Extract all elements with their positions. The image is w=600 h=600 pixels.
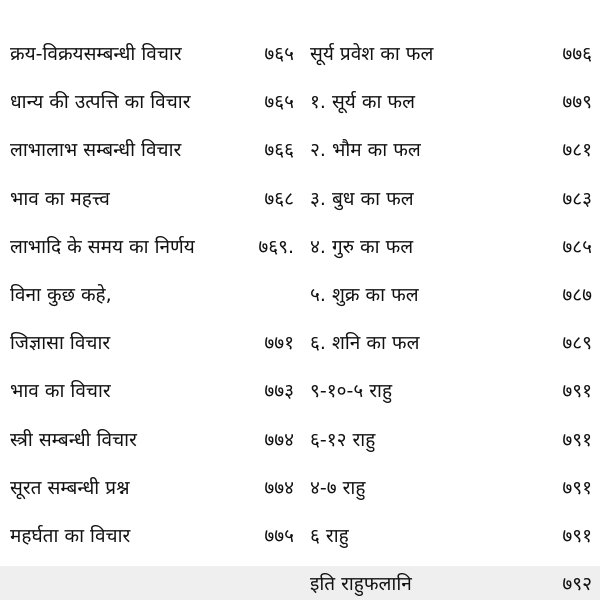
entry-title: धान्य की उत्पत्ति का विचार xyxy=(10,91,191,114)
entry-title: ५. शुक्र का फल xyxy=(310,283,419,306)
list-item xyxy=(10,422,300,470)
page-number: ७९१ xyxy=(562,428,592,451)
list-item xyxy=(10,181,300,229)
list-item xyxy=(10,36,300,84)
entry-title: ६ राहु xyxy=(310,524,349,547)
page-number: ७७३ xyxy=(264,380,294,403)
page-number: ७७४ xyxy=(264,476,294,499)
page-number: ७७१ xyxy=(264,332,294,355)
page-number: ७८१ xyxy=(562,139,592,162)
list-item xyxy=(310,518,592,566)
entry-title: महर्घता का विचार xyxy=(10,524,131,547)
list-item xyxy=(310,277,592,325)
page-number: ७८५ xyxy=(562,235,592,258)
list-item xyxy=(10,325,300,373)
entry-title: ४-७ राहु xyxy=(310,476,366,499)
list-item xyxy=(310,132,592,180)
list-item xyxy=(310,470,592,518)
list-item xyxy=(10,229,300,277)
entry-title: स्त्री सम्बन्धी विचार xyxy=(10,428,137,451)
list-item xyxy=(10,132,300,180)
page-number: ७६६ xyxy=(264,139,294,162)
page-number: ७७५ xyxy=(264,524,294,547)
list-item xyxy=(10,277,300,325)
list-item xyxy=(10,373,300,421)
page-number: ७९१ xyxy=(562,380,592,403)
page-number: ७९२ xyxy=(562,573,592,596)
entry-title: विना कुछ कहे, xyxy=(10,283,112,306)
page-number: ७८७ xyxy=(562,283,592,306)
page-number: ७७४ xyxy=(264,428,294,451)
entry-title: क्रय-विक्रयसम्बन्धी विचार xyxy=(10,43,182,65)
list-item xyxy=(10,84,300,132)
list-item xyxy=(310,181,592,229)
entry-title: भाव का महत्त्व xyxy=(10,187,110,210)
list-item xyxy=(310,325,592,373)
list-item xyxy=(310,373,592,421)
left-column xyxy=(10,36,300,566)
entry-title: लाभालाभ सम्बन्धी विचार xyxy=(10,139,182,162)
list-item xyxy=(310,84,592,132)
list-item xyxy=(310,566,592,600)
entry-title: जिज्ञासा विचार xyxy=(10,332,111,355)
list-item xyxy=(10,470,300,518)
entry-title: सूरत सम्बन्धी प्रश्न xyxy=(10,476,130,499)
entry-title: ६-१२ राहु xyxy=(310,428,376,451)
page-number: ७६५ xyxy=(264,91,294,114)
page-number: ७६५ xyxy=(264,43,294,65)
entry-title: ९-१०-५ राहु xyxy=(310,380,393,403)
entry-title: १. सूर्य का फल xyxy=(310,91,415,114)
page-number: ७८३ xyxy=(562,187,592,210)
list-item xyxy=(310,422,592,470)
page-number: ७६८ xyxy=(264,187,294,210)
entry-title: ३. बुध का फल xyxy=(310,187,414,210)
page-number: ७७९ xyxy=(562,91,592,114)
entry-title: ४. गुरु का फल xyxy=(310,235,414,258)
page-number: ७९१ xyxy=(562,476,592,499)
entry-title: सूर्य प्रवेश का फल xyxy=(310,43,434,65)
entry-title: इति राहुफलानि xyxy=(310,573,412,596)
page-number: ७६९. xyxy=(258,235,294,258)
entry-title: लाभादि के समय का निर्णय xyxy=(10,235,195,258)
entry-title: ६. शनि का फल xyxy=(310,332,420,355)
entry-title: भाव का विचार xyxy=(10,380,111,403)
list-item xyxy=(310,36,592,84)
list-item xyxy=(10,518,300,566)
page-number: ७८९ xyxy=(562,332,592,355)
list-item xyxy=(310,229,592,277)
page-number: ७९१ xyxy=(562,524,592,547)
entry-title: २. भौम का फल xyxy=(310,139,421,162)
right-column xyxy=(310,36,592,600)
page-number: ७७६ xyxy=(562,43,592,65)
